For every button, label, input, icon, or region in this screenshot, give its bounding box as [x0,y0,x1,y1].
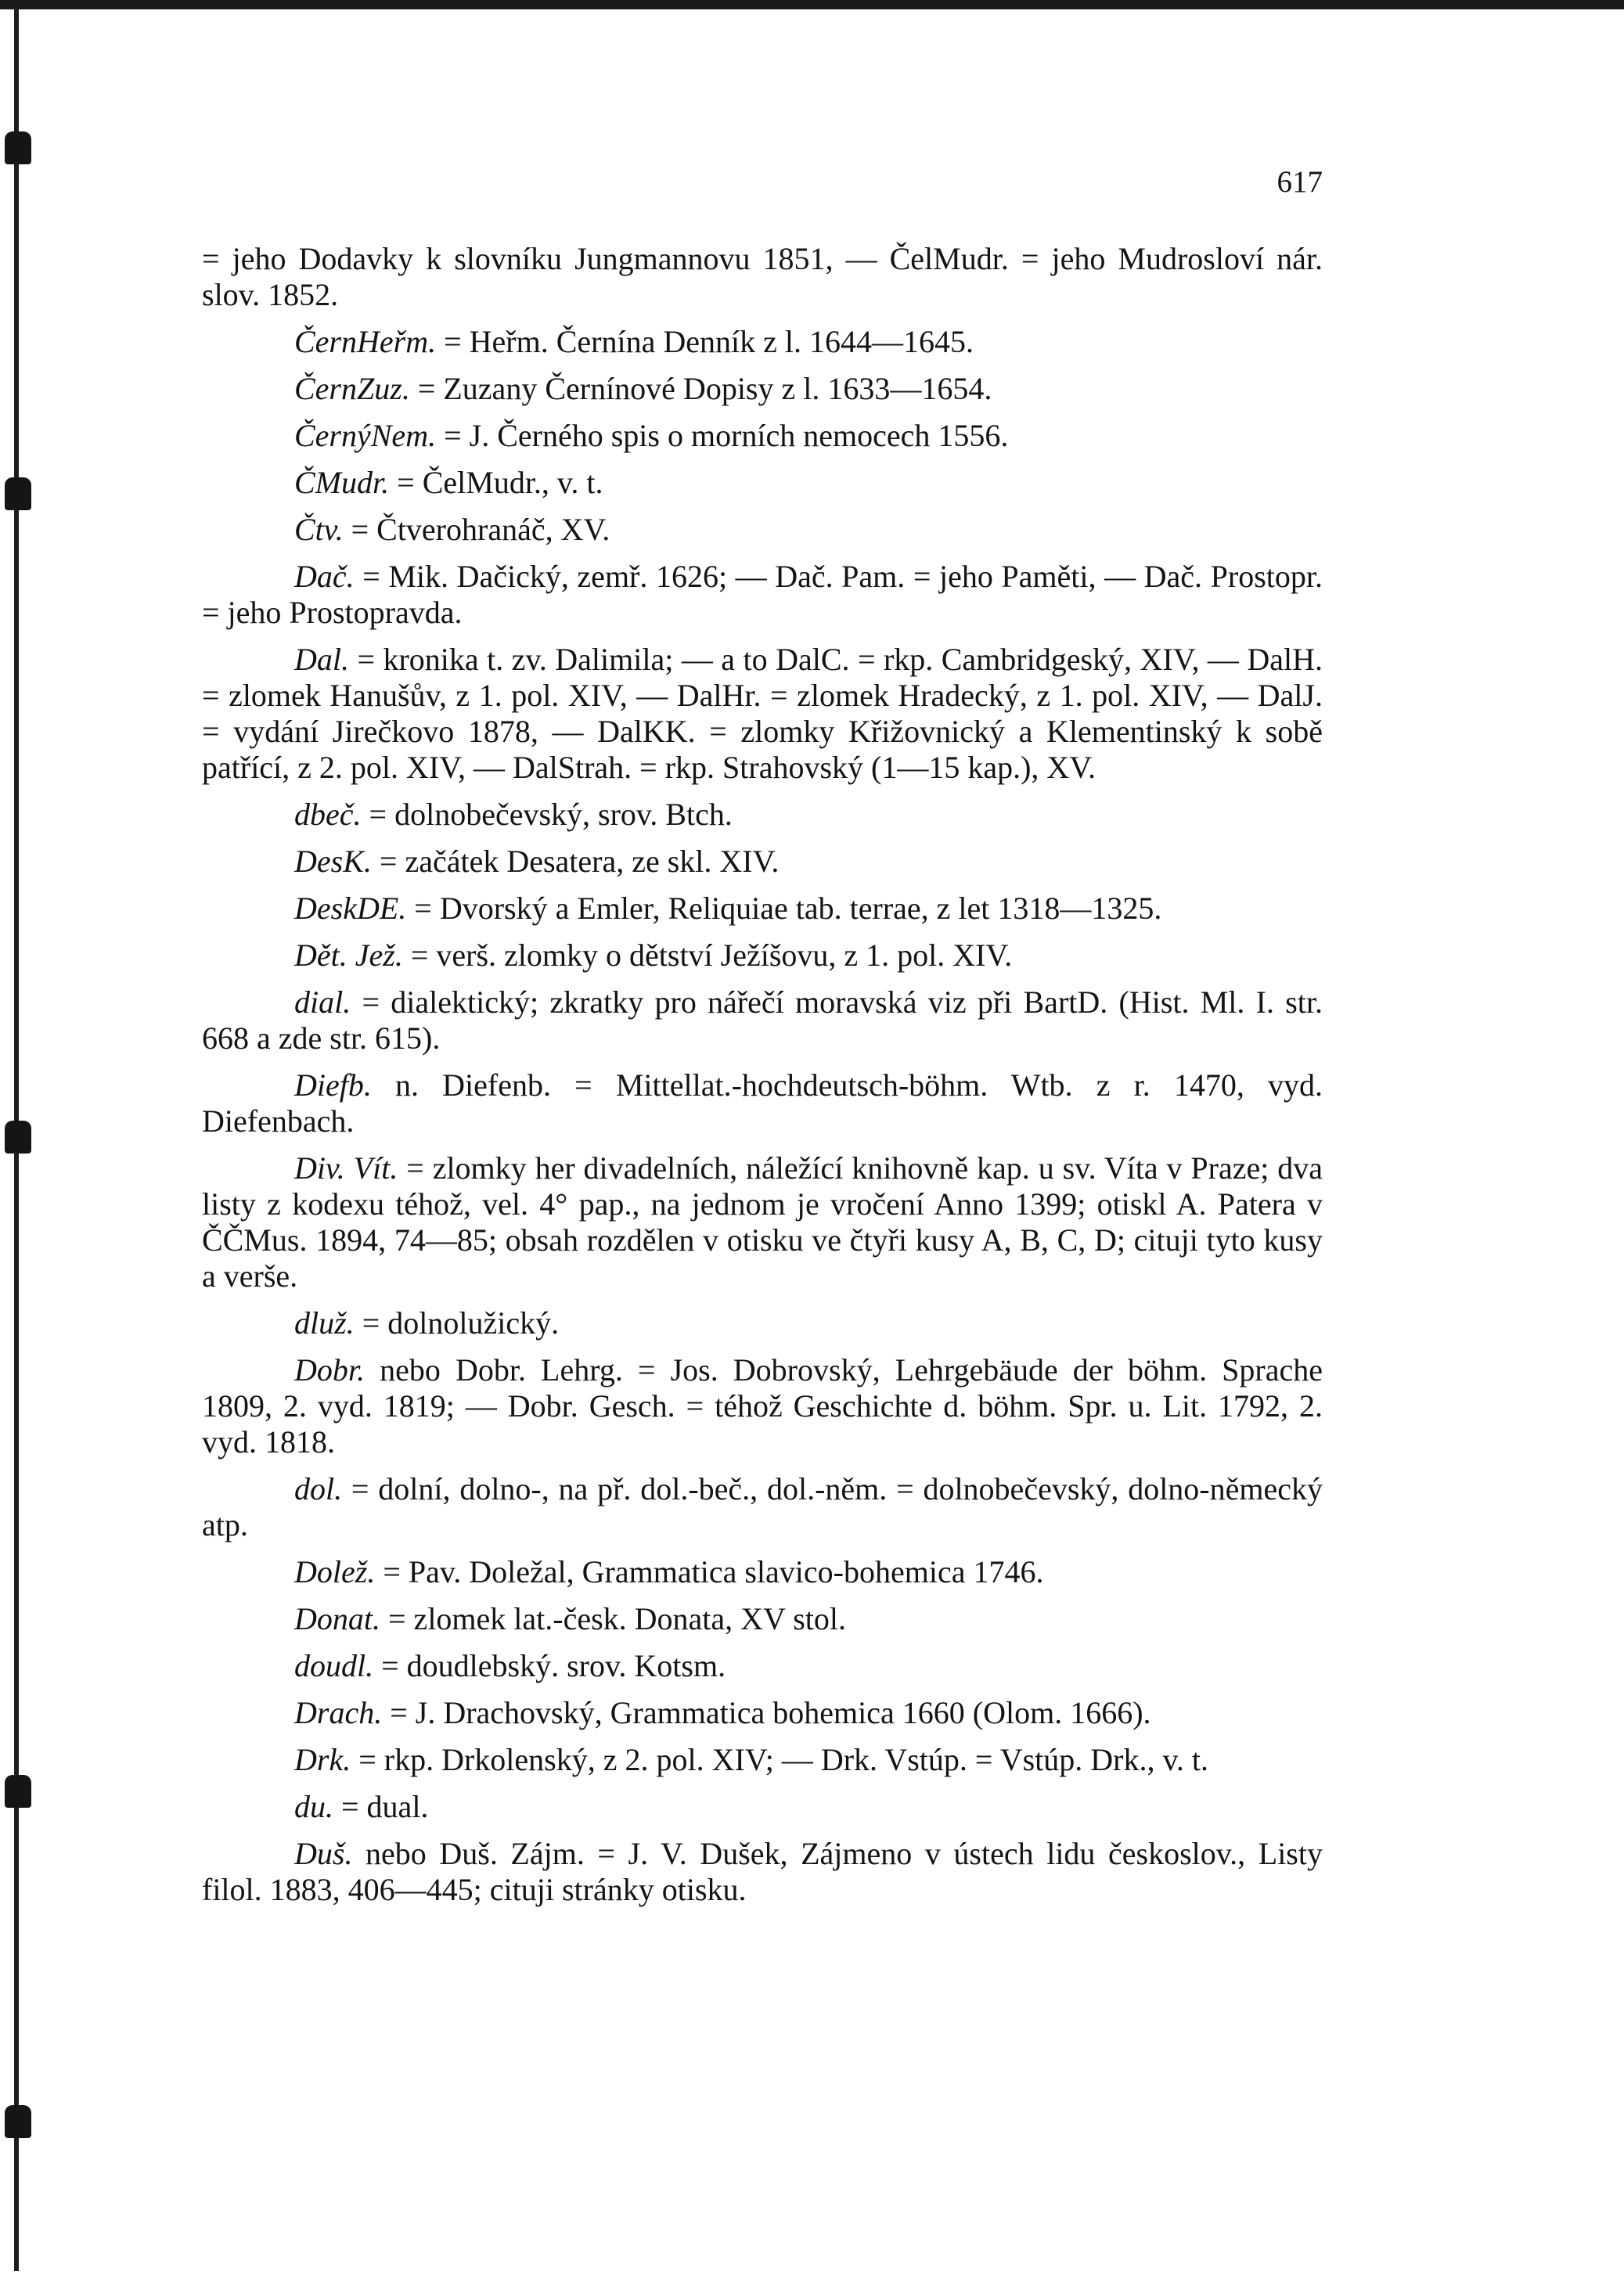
entry [202,1789,1323,1825]
entry-text: nebo Duš. Zájm. = J. V. Dušek, Zájmeno v ústech lidu českoslov., Listy filol. 1883, 406—445; cituji stránky otisku. [202,1836,1323,1907]
entry-abbreviation: Drk. [294,1742,351,1777]
binding-clip-mark [5,1121,31,1154]
entry [202,1601,1323,1637]
entry-abbreviation: Diefb. [294,1067,372,1103]
entry-abbreviation: Čtv. [294,512,344,547]
entry-text: = Dvorský a Emler, Reliquiae tab. terrae, z let 1318—1325. [406,891,1162,926]
entry-abbreviation: du. [294,1789,333,1824]
entry [202,371,1323,407]
dictionary-entries [202,241,1323,1919]
entry-text: = dolnobečevský, srov. Btch. [361,797,733,832]
binding-clip-mark [5,1775,31,1808]
binding-clip-mark [5,2105,31,2138]
entry [202,938,1323,974]
entry [202,984,1323,1056]
entry-text: = Čtverohranáč, XV. [343,512,610,547]
entry [202,891,1323,927]
binding-clip-mark [5,477,31,510]
entry-abbreviation: ČernýNem. [294,418,437,453]
entry-abbreviation: Dět. Jež. [294,938,403,973]
entry-text: = dialektický; zkratky pro nářečí moravská viz při BartD. (Hist. Ml. I. str. 668 a zde str. 615). [202,984,1323,1056]
entry-abbreviation: Duš. [294,1836,353,1871]
entry [202,1554,1323,1590]
entry-abbreviation: ČMudr. [294,465,390,500]
entry [202,1648,1323,1684]
entry [202,418,1323,454]
entry-abbreviation: Drach. [294,1695,383,1730]
entry-text: = J. Černého spis o morních nemocech 1556. [436,418,1009,453]
entry-abbreviation: dial. [294,984,351,1020]
entry-abbreviation: Dač. [294,559,355,594]
entry-abbreviation: ČernZuz. [294,371,410,406]
entry-abbreviation: ČernHeřm. [294,324,437,359]
entry-text: = Heřm. Černína Denník z l. 1644—1645. [436,324,974,359]
entry-abbreviation: Dal. [294,642,349,677]
entry [202,1352,1323,1460]
entry-text: = začátek Desatera, ze skl. XIV. [371,844,780,879]
entry-text: = Mik. Dačický, zemř. 1626; — Dač. Pam. = jeho Paměti, — Dač. Prostopr. = jeho Prostopravda. [202,559,1323,630]
entry-text: = zlomek lat.-česk. Donata, XV stol. [380,1601,847,1636]
entry [202,1067,1323,1139]
entry-text: = dual. [333,1789,429,1824]
entry [202,1836,1323,1908]
entry-abbreviation: dol. [294,1471,343,1506]
entry-abbreviation: Dolež. [294,1554,376,1589]
entry-text: nebo Dobr. Lehrg. = Jos. Dobrovský, Lehrgebäude der böhm. Sprache 1809, 2. vyd. 1819; — Dobr. Gesch. = téhož Geschichte d. böhm. Spr. u. Lit. 1792, 2. vyd. 1818. [202,1352,1323,1460]
entry-text: = ČelMudr., v. t. [389,465,603,500]
entry-text: = Pav. Doležal, Grammatica slavico-bohemica 1746. [375,1554,1044,1589]
page-number: 617 [1277,165,1323,199]
entry-text: = jeho Dodavky k slovníku Jungmannovu 1851, — ČelMudr. = jeho Mudrosloví nár. slov. 1852. [202,241,1323,312]
entry-text: = dolní, dolno-, na př. dol.-beč., dol.-něm. = dolnobečevský, dolno-německý atp. [202,1471,1323,1542]
entry [202,797,1323,833]
entry-abbreviation: dluž. [294,1305,355,1341]
entry-abbreviation: doudl. [294,1648,374,1683]
entry-abbreviation: DesK. [294,844,372,879]
entry-continuation [202,241,1323,313]
entry-text: = verš. zlomky o dětství Ježíšovu, z 1. pol. XIV. [402,938,1013,973]
entry-text: = zlomky her divadelních, náležící knihovně kap. u sv. Víta v Praze; dva listy z kodexu téhož, vel. 4° pap., na jednom je vročení Anno 1399; otiskl A. Patera v ČČMus. 1894, 74—85; obsah rozdělen v otisku ve čtyři kusy A, B, C, D; cituji tyto kusy a verše. [202,1150,1323,1294]
entry [202,1742,1323,1778]
entry-text: = doudlebský. srov. Kotsm. [373,1648,726,1683]
entry-abbreviation: DeskDE. [294,891,407,926]
entry [202,1150,1323,1294]
entry [202,559,1323,631]
entry-text: = J. Drachovský, Grammatica bohemica 1660 (Olom. 1666). [382,1695,1151,1730]
entry-text: = dolnolužický. [354,1305,560,1341]
entry [202,1471,1323,1543]
entry-abbreviation: dbeč. [294,797,362,832]
entry [202,844,1323,880]
scan-top-border [0,0,1624,9]
entry [202,1695,1323,1731]
entry [202,324,1323,360]
entry-text: = Zuzany Černínové Dopisy z l. 1633—1654. [409,371,992,406]
entry [202,465,1323,501]
entry-text: n. Diefenb. = Mittellat.-hochdeutsch-böhm. Wtb. z r. 1470, vyd. Diefenbach. [202,1067,1323,1139]
entry [202,642,1323,786]
entry-text: = kronika t. zv. Dalimila; — a to DalC. = rkp. Cambridgeský, XIV, — DalH. = zlomek Hanušův, z 1. pol. XIV, — DalHr. = zlomek Hradecký, z 1. pol. XIV, — DalJ. = vydání Jirečkovo 1878, — DalKK. = zlomky Křižovnický a Klementinský k sobě patřící, z 2. pol. XIV, — DalStrah. = rkp. Strahovský (1—15 kap.), XV. [202,642,1323,785]
entry-text: = rkp. Drkolenský, z 2. pol. XIV; — Drk. Vstúp. = Vstúp. Drk., v. t. [351,1742,1209,1777]
entry-abbreviation: Donat. [294,1601,380,1636]
entry [202,1305,1323,1341]
binding-clip-mark [5,131,31,164]
entry [202,512,1323,548]
entry-abbreviation: Dobr. [294,1352,365,1388]
entry-abbreviation: Div. Vít. [294,1150,398,1186]
